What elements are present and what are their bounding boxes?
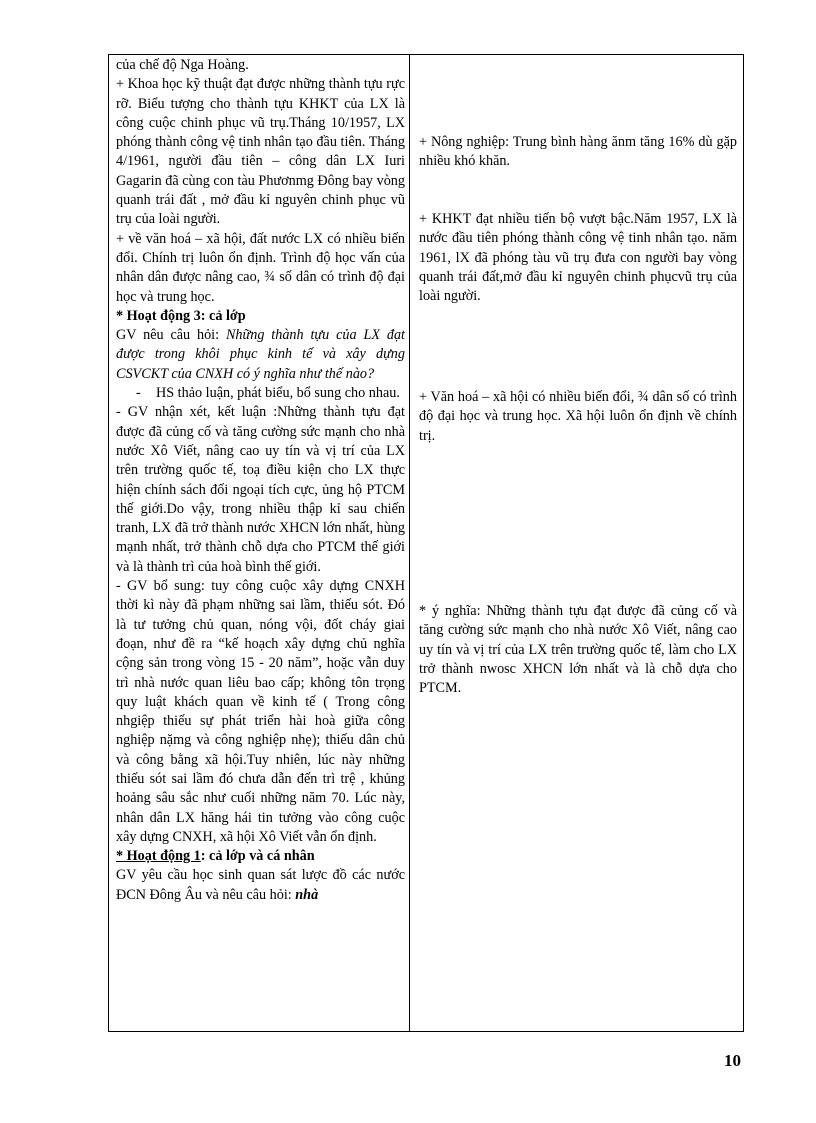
heading-activity-1: [116, 847, 405, 866]
heading-activity-1-underlined: * Hoạt động 1: [116, 848, 201, 865]
right-note-science-text: + KHKT đạt nhiều tiến bộ vượt bậc.Năm 1957, LX là nước đầu tiên phóng thành công vệ tinh nhân tạo. năm 1961, lX đã phóng tàu vũ trụ đưa con người bay vòng quanh trái đất,mở đầu kỉ nguyên chinh phụcvũ trụ của loài người.: [419, 211, 737, 305]
teacher-request-italic: nhà: [295, 886, 319, 903]
heading-activity-3: * Hoạt động 3: cả lớp: [116, 307, 246, 324]
student-discussion-item: [116, 384, 405, 403]
right-note-agriculture: [419, 133, 737, 172]
right-note-significance-text: * ý nghĩa: Những thành tựu đạt được đã củng cố và tăng cường sức mạnh cho nhà nước Xô Viết, nâng cao uy tín và vị trí của LX trên trường quốc tế, làm cho LX trở thành nwosc XHCN lớn nhất và là chỗ dựa cho PTCM.: [419, 603, 737, 697]
teacher-question: [116, 326, 405, 384]
heading-activity-1-rest: : cả lớp và cá nhân: [200, 848, 315, 865]
right-note-significance: [419, 602, 737, 698]
column-divider: [409, 54, 410, 1032]
right-note-science: [419, 210, 737, 306]
left-paragraph-culture: + về văn hoá – xã hội, đất nước LX có nhiều biến đổi. Chính trị luôn ổn định. Trình độ học vấn của nhân dân được nâng cao, ¾ số dân có trình độ đại học và trung học.: [116, 230, 405, 305]
dash-marker: -: [136, 385, 141, 402]
left-paragraph-1: của chế độ Nga Hoàng.: [116, 57, 249, 73]
teacher-question-prefix: GV nêu câu hỏi:: [116, 327, 226, 344]
teacher-question-text: Những thành tựu của LX đạt được trong khôi phục kinh tế và xây dựng CSVCKT của CNXH có ý nghĩa như thế nào?: [116, 327, 405, 382]
left-column: [116, 56, 405, 905]
student-discussion-text: HS thảo luận, phát biểu, bổ sung cho nhau.: [156, 385, 400, 402]
teacher-request-text: GV yêu cầu học sinh quan sát lược đồ các nước ĐCN Đông Âu và nêu câu hỏi:: [116, 867, 405, 903]
right-note-culture-text: + Văn hoá – xã hội có nhiều biến đổi, ¾ dân số có trình độ đại học và trung học. Xã hội luôn ổn định về chính trị.: [419, 389, 737, 444]
teacher-supplement: - GV bổ sung: tuy công cuộc xây dựng CNXH thời kì này đã phạm những sai lầm, thiếu sót. Đó là tư tưởng chủ quan, nóng vội, đốt cháy giai đoạn, như đề ra “kế hoạch xây dựng chủ nghĩa cộng sản trong vòng 15 - 20 năm”, hoặc vẫn duy trì nhà nước quan liêu bao cấp; không tôn trọng quy luật khách quan về kinh tế ( Trong công nhgiệp thiếu sự phát triển hài hoà giữa công nghiệp nặmg và công nghiệp nhẹ); thiếu dân chủ và công bằng xã hội.Tuy nhiên, lúc này những thiếu sót sai lầm đó chưa dẫn đến trì trệ , khủng hoảng sâu sắc như cuối những năm 70. Lúc này, nhân dân LX hăng hái tin tưởng vào công cuộc xây dựng CNXH, xã hội Xô Viết vẫn ổn định.: [116, 578, 405, 845]
right-note-culture: [419, 388, 737, 446]
teacher-request: [116, 866, 405, 905]
right-note-agriculture-text: + Nông nghiệp: Trung bình hàng ănm tăng 16% dù gặp nhiều khó khăn.: [419, 134, 737, 170]
teacher-conclusion: - GV nhận xét, kết luận :Những thành tựu đạt được đã củng cố và tăng cường sức mạnh cho nhà nước Xô Viết, nâng cao uy tín và vị trí của LX trên trường quốc tế, toạ điều kiện cho LX thực hiện chính sách đối ngoại tích cực, ủng hộ PTCM thế giới.Do vậy, trong nhiều thập kỉ sau chiến tranh, LX đã trở thành nước XHCN lớn nhất, hùng mạnh nhất, trở thành chỗ dựa cho PTCM thế giới và là thành trì của hoà bình thế giới.: [116, 404, 405, 575]
left-paragraph-science: + Khoa học kỹ thuật đạt được những thành tựu rực rỡ. Biểu tượng cho thành tựu KHKT của LX là công cuộc chinh phục vũ trụ.Tháng 10/1957, LX phóng thành công vệ tinh nhân tạo đầu tiên. Tháng 4/1961, người đầu tiên – công dân LX Iuri Gagarin đã cùng con tàu Phươnmg Đông bay vòng quanh trái đất , mở đầu kỉ nguyên chinh phục vũ trụ của loài người.: [116, 76, 405, 228]
page-number: 10: [724, 1051, 741, 1070]
